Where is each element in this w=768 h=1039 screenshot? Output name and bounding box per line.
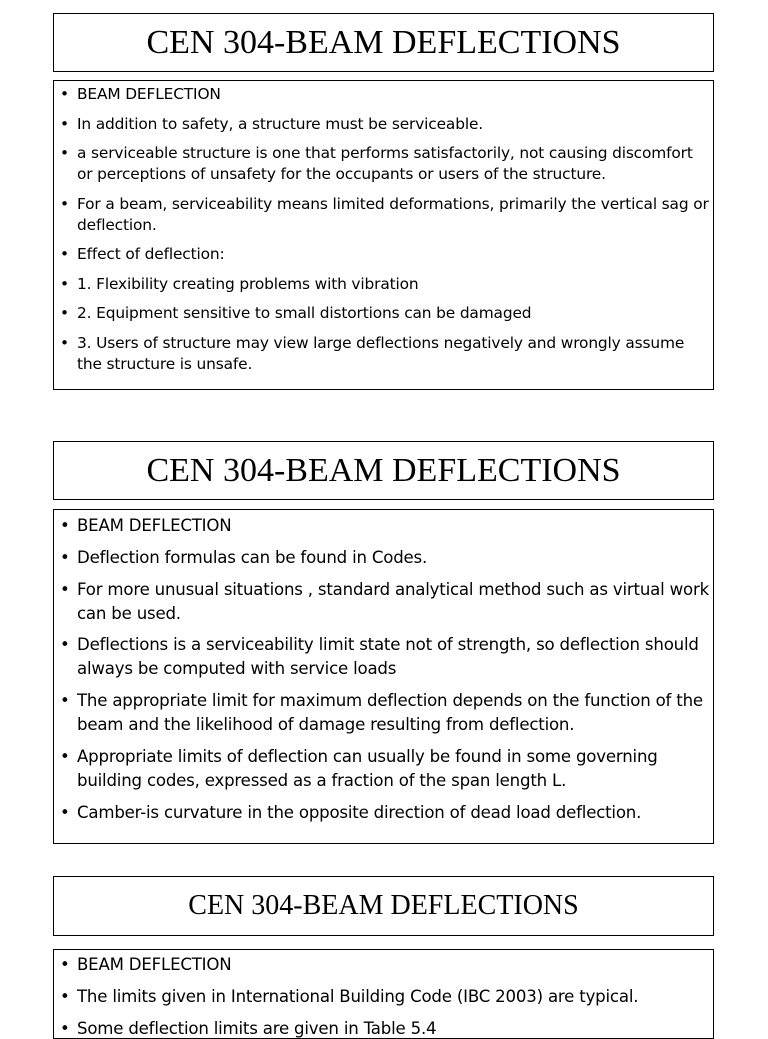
bullet-icon: • — [60, 85, 69, 103]
slide-2-title — [53, 441, 714, 500]
bullet-icon: • — [60, 1019, 70, 1038]
bullet-text: BEAM DEFLECTION — [77, 85, 221, 103]
bullet-text: Deflections is a serviceability limit state not of strength, so deflection should always be computed with service loads — [77, 635, 699, 679]
bullet-icon: • — [60, 245, 69, 263]
bullet-icon: • — [60, 144, 69, 162]
bullet-text: BEAM DEFLECTION — [77, 516, 232, 535]
bullet-icon: • — [60, 333, 69, 352]
slide-1-bullet-7 — [58, 303, 709, 324]
slide-3-bullet-3 — [58, 1017, 709, 1039]
bullet-text: BEAM DEFLECTION — [77, 955, 232, 974]
bullet-text: The appropriate limit for maximum deflection depends on the function of the beam and the likelihood of damage resulting from deflection. — [77, 691, 703, 735]
bullet-text: Appropriate limits of deflection can usually be found in some governing building codes, expressed as a fraction of the span length L. — [77, 746, 658, 790]
slide-2-bullet-list — [58, 514, 709, 825]
slide-3-title-text: CEN 304-BEAM DEFLECTIONS — [188, 890, 579, 921]
bullet-icon: • — [60, 547, 70, 567]
bullet-text: For a beam, serviceability means limited deformations, primarily the vertical sag or deflection. — [77, 194, 709, 234]
slide-2-title-text: CEN 304-BEAM DEFLECTIONS — [146, 451, 621, 489]
slide-2-bullet-4 — [58, 633, 709, 681]
slide-2-bullet-7 — [58, 801, 709, 825]
slide-2-bullet-1 — [58, 514, 709, 538]
slide-2-content — [53, 509, 714, 844]
bullet-icon: • — [60, 304, 69, 322]
bullet-icon: • — [60, 691, 70, 711]
bullet-icon: • — [60, 955, 70, 974]
slide-1-title — [53, 13, 714, 72]
slide-1-bullet-4 — [58, 194, 709, 236]
slide-2-bullet-2 — [58, 546, 709, 570]
bullet-text: 1. Flexibility creating problems with vibration — [77, 274, 419, 293]
bullet-icon: • — [60, 194, 69, 213]
slide-1-bullet-3 — [58, 143, 709, 185]
slide-2-bullet-3 — [58, 578, 709, 626]
bullet-icon: • — [60, 802, 70, 822]
slide-3-content — [53, 949, 714, 1039]
bullet-icon: • — [60, 579, 70, 599]
slide-1-bullet-6 — [58, 274, 709, 295]
slide-1-bullet-1 — [58, 84, 709, 105]
bullet-text: Effect of deflection: — [77, 245, 225, 263]
slide-2-bullet-6 — [58, 745, 709, 793]
slide-1-bullet-8 — [58, 333, 709, 375]
slide-3-bullet-2 — [58, 985, 709, 1009]
bullet-text: The limits given in International Building Code (IBC 2003) are typical. — [77, 987, 639, 1006]
slide-1-bullet-5 — [58, 244, 709, 265]
slide-3-bullet-1 — [58, 953, 709, 977]
bullet-icon: • — [60, 516, 70, 535]
bullet-text: Camber-is curvature in the opposite direction of dead load deflection. — [77, 802, 642, 822]
bullet-icon: • — [60, 274, 69, 293]
slide-3-bullet-list — [58, 953, 709, 1039]
bullet-icon: • — [60, 114, 69, 133]
bullet-text: Deflection formulas can be found in Codes. — [77, 547, 428, 567]
bullet-text: a serviceable structure is one that performs satisfactorily, not causing discomfort or perceptions of unsafety for the occupants or users of the structure. — [77, 144, 693, 183]
slide-2-bullet-5 — [58, 689, 709, 737]
bullet-icon: • — [60, 635, 70, 655]
bullet-text: Some deflection limits are given in Table 5.4 — [77, 1019, 437, 1038]
bullet-text: 3. Users of structure may view large deflections negatively and wrongly assume the structure is unsafe. — [77, 333, 685, 373]
slide-1-bullet-list — [58, 84, 709, 375]
slide-1-bullet-2 — [58, 114, 709, 135]
bullet-icon: • — [60, 987, 70, 1006]
bullet-text: For more unusual situations , standard analytical method such as virtual work can be used. — [77, 579, 709, 623]
bullet-text: In addition to safety, a structure must be serviceable. — [77, 114, 484, 133]
slide-1-content — [53, 80, 714, 390]
slide-3-title — [53, 876, 714, 936]
bullet-text: 2. Equipment sensitive to small distortions can be damaged — [77, 304, 532, 322]
bullet-icon: • — [60, 746, 70, 766]
slide-1-title-text: CEN 304-BEAM DEFLECTIONS — [146, 23, 621, 61]
